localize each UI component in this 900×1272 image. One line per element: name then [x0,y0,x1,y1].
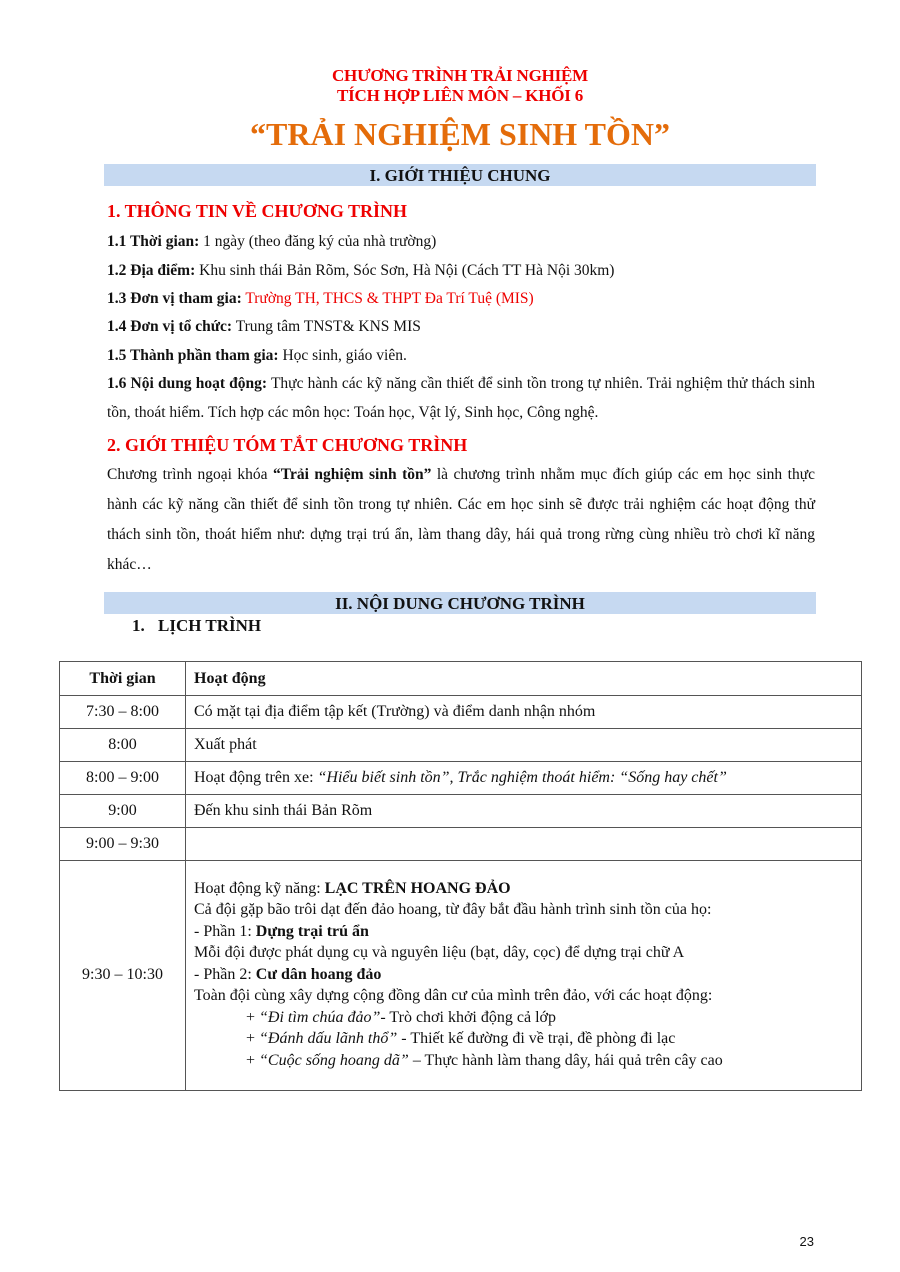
bullet-prefix: + [246,1008,260,1026]
row-activity [186,762,862,795]
bullet-text: - Trò chơi khởi động cả lớp [380,1008,556,1026]
table-row [60,795,862,828]
subsection-title-info: 1. THÔNG TIN VỀ CHƯƠNG TRÌNH [107,201,408,221]
activity-line [194,964,853,986]
table-row [60,828,862,861]
bullet-prefix: + [246,1030,260,1048]
info-label: 1.3 Đơn vị tham gia: [107,290,242,307]
info-item-organizer [107,312,815,341]
bullet-text: – Thực hành làm thang dây, hái quả trên cây cao [408,1051,723,1069]
schedule-table [59,661,862,1091]
row-activity-detail [186,861,862,1091]
bullet-text: - Thiết kế đường đi về trại, đề phòng đi lạc [397,1030,676,1048]
info-item-participant-unit [107,284,815,313]
table-row [60,696,862,729]
row-time: 9:00 – 9:30 [60,828,186,861]
info-label: 1.5 Thành phần tham gia: [107,347,279,364]
part-name: Dựng trại trú ẩn [255,922,369,940]
table-row [60,861,862,1091]
table-header-row [60,662,862,696]
row-time: 7:30 – 8:00 [60,696,186,729]
info-value: Thực hành các kỹ năng cần thiết để sinh tồn trong tự nhiên. Trải nghiệm thử thách sinh tồn, thoát hiểm. Tích hợp các môn học: Toán học, Vật lý, Sinh học, Công nghệ. [107,375,816,421]
info-label: 1.1 Thời gian: [107,233,200,250]
table-row [60,762,862,795]
summary-paragraph [107,460,815,580]
activity-name: LẠC TRÊN HOANG ĐẢO [324,879,511,897]
activity-line: Cả đội gặp bão trôi dạt đến đảo hoang, từ đây bắt đầu hành trình sinh tồn của họ: [194,901,712,919]
row-time: 8:00 – 9:00 [60,762,186,795]
activity-text: - Phần 2: [194,965,256,983]
row-time: 9:30 – 10:30 [60,861,186,1091]
info-item-content [107,369,815,427]
row-activity [186,828,862,861]
schedule-heading-text: LỊCH TRÌNH [158,616,262,635]
section-band-content: II. NỘI DUNG CHƯƠNG TRÌNH [104,592,816,614]
summary-text: Chương trình ngoại khóa [107,466,274,483]
activity-bullet [194,1007,853,1029]
activity-line: Mỗi đội được phát dụng cụ và nguyên liệu (bạt, dây, cọc) để dựng trại chữ A [194,944,685,962]
bullet-title: “Cuộc sống hoang dã” [259,1051,409,1069]
bullet-prefix: + [246,1051,260,1069]
column-header-activity: Hoạt động [186,662,862,696]
section-band-intro: I. GIỚI THIỆU CHUNG [104,164,816,186]
activity-text: Hoạt động kỹ năng: [194,879,325,897]
activity-bullet [194,1028,853,1050]
program-title-line2: TÍCH HỢP LIÊN MÔN – KHỐI 6 [336,86,584,105]
activity-line [194,921,853,943]
info-label: 1.2 Địa điểm: [107,262,196,279]
subsection-title-summary: 2. GIỚI THIỆU TÓM TẮT CHƯƠNG TRÌNH [107,435,468,455]
info-value: 1 ngày (theo đăng ký của nhà trường) [199,233,437,250]
bullet-title: “Đánh dấu lãnh thổ” [259,1030,398,1048]
info-label: 1.4 Đơn vị tổ chức: [107,318,233,335]
summary-program-name: “Trải nghiệm sinh tồn” [273,466,432,483]
program-title-line1: CHƯƠNG TRÌNH TRẢI NGHIỆM [331,66,589,85]
schedule-heading [132,615,261,637]
info-value: Trung tâm TNST& KNS MIS [232,318,421,335]
page-number: 23 [799,1234,814,1249]
activity-text: - Phần 1: [194,922,256,940]
activity-line: Toàn đội cùng xây dựng cộng đồng dân cư của mình trên đảo, với các hoạt động: [194,987,713,1005]
schedule-heading-number: 1. [132,616,145,635]
activity-italic-text: “Hiểu biết sinh tồn”, Trắc nghiệm thoát hiểm: “Sống hay chết” [317,769,727,786]
summary-text: là chương trình nhằm mục đích giúp các em học sinh thực hành các kỹ năng cần thiết để sinh tồn trong tự nhiên. Các em học sinh sẽ được trải nghiệm các hoạt động thử thách sinh tồn, thoát hiểm như: dựng trại trú ẩn, làm thang dây, hái quả trong rừng cùng nhiều trò chơi kĩ năng khác… [107,466,816,573]
column-header-time: Thời gian [60,662,186,696]
activity-line [194,878,853,900]
row-time: 9:00 [60,795,186,828]
row-activity: Xuất phát [186,729,862,762]
table-row [60,729,862,762]
info-item-location [107,256,815,285]
row-time: 8:00 [60,729,186,762]
bullet-title: “Đi tìm chúa đảo” [259,1008,381,1026]
info-item-participants [107,341,815,370]
info-label: 1.6 Nội dung hoạt động: [107,375,268,392]
row-activity: Có mặt tại địa điểm tập kết (Trường) và điểm danh nhận nhóm [186,696,862,729]
activity-bullet [194,1050,853,1072]
info-value: Trường TH, THCS & THPT Đa Trí Tuệ (MIS) [241,290,534,307]
info-item-time [107,227,815,256]
activity-text: Hoạt động trên xe: [194,769,318,786]
part-name: Cư dân hoang đảo [255,965,382,983]
info-value: Học sinh, giáo viên. [278,347,407,364]
main-title: “TRẢI NGHIỆM SINH TỒN” [250,116,670,152]
info-value: Khu sinh thái Bản Rõm, Sóc Sơn, Hà Nội (Cách TT Hà Nội 30km) [195,262,615,279]
row-activity: Đến khu sinh thái Bản Rõm [186,795,862,828]
